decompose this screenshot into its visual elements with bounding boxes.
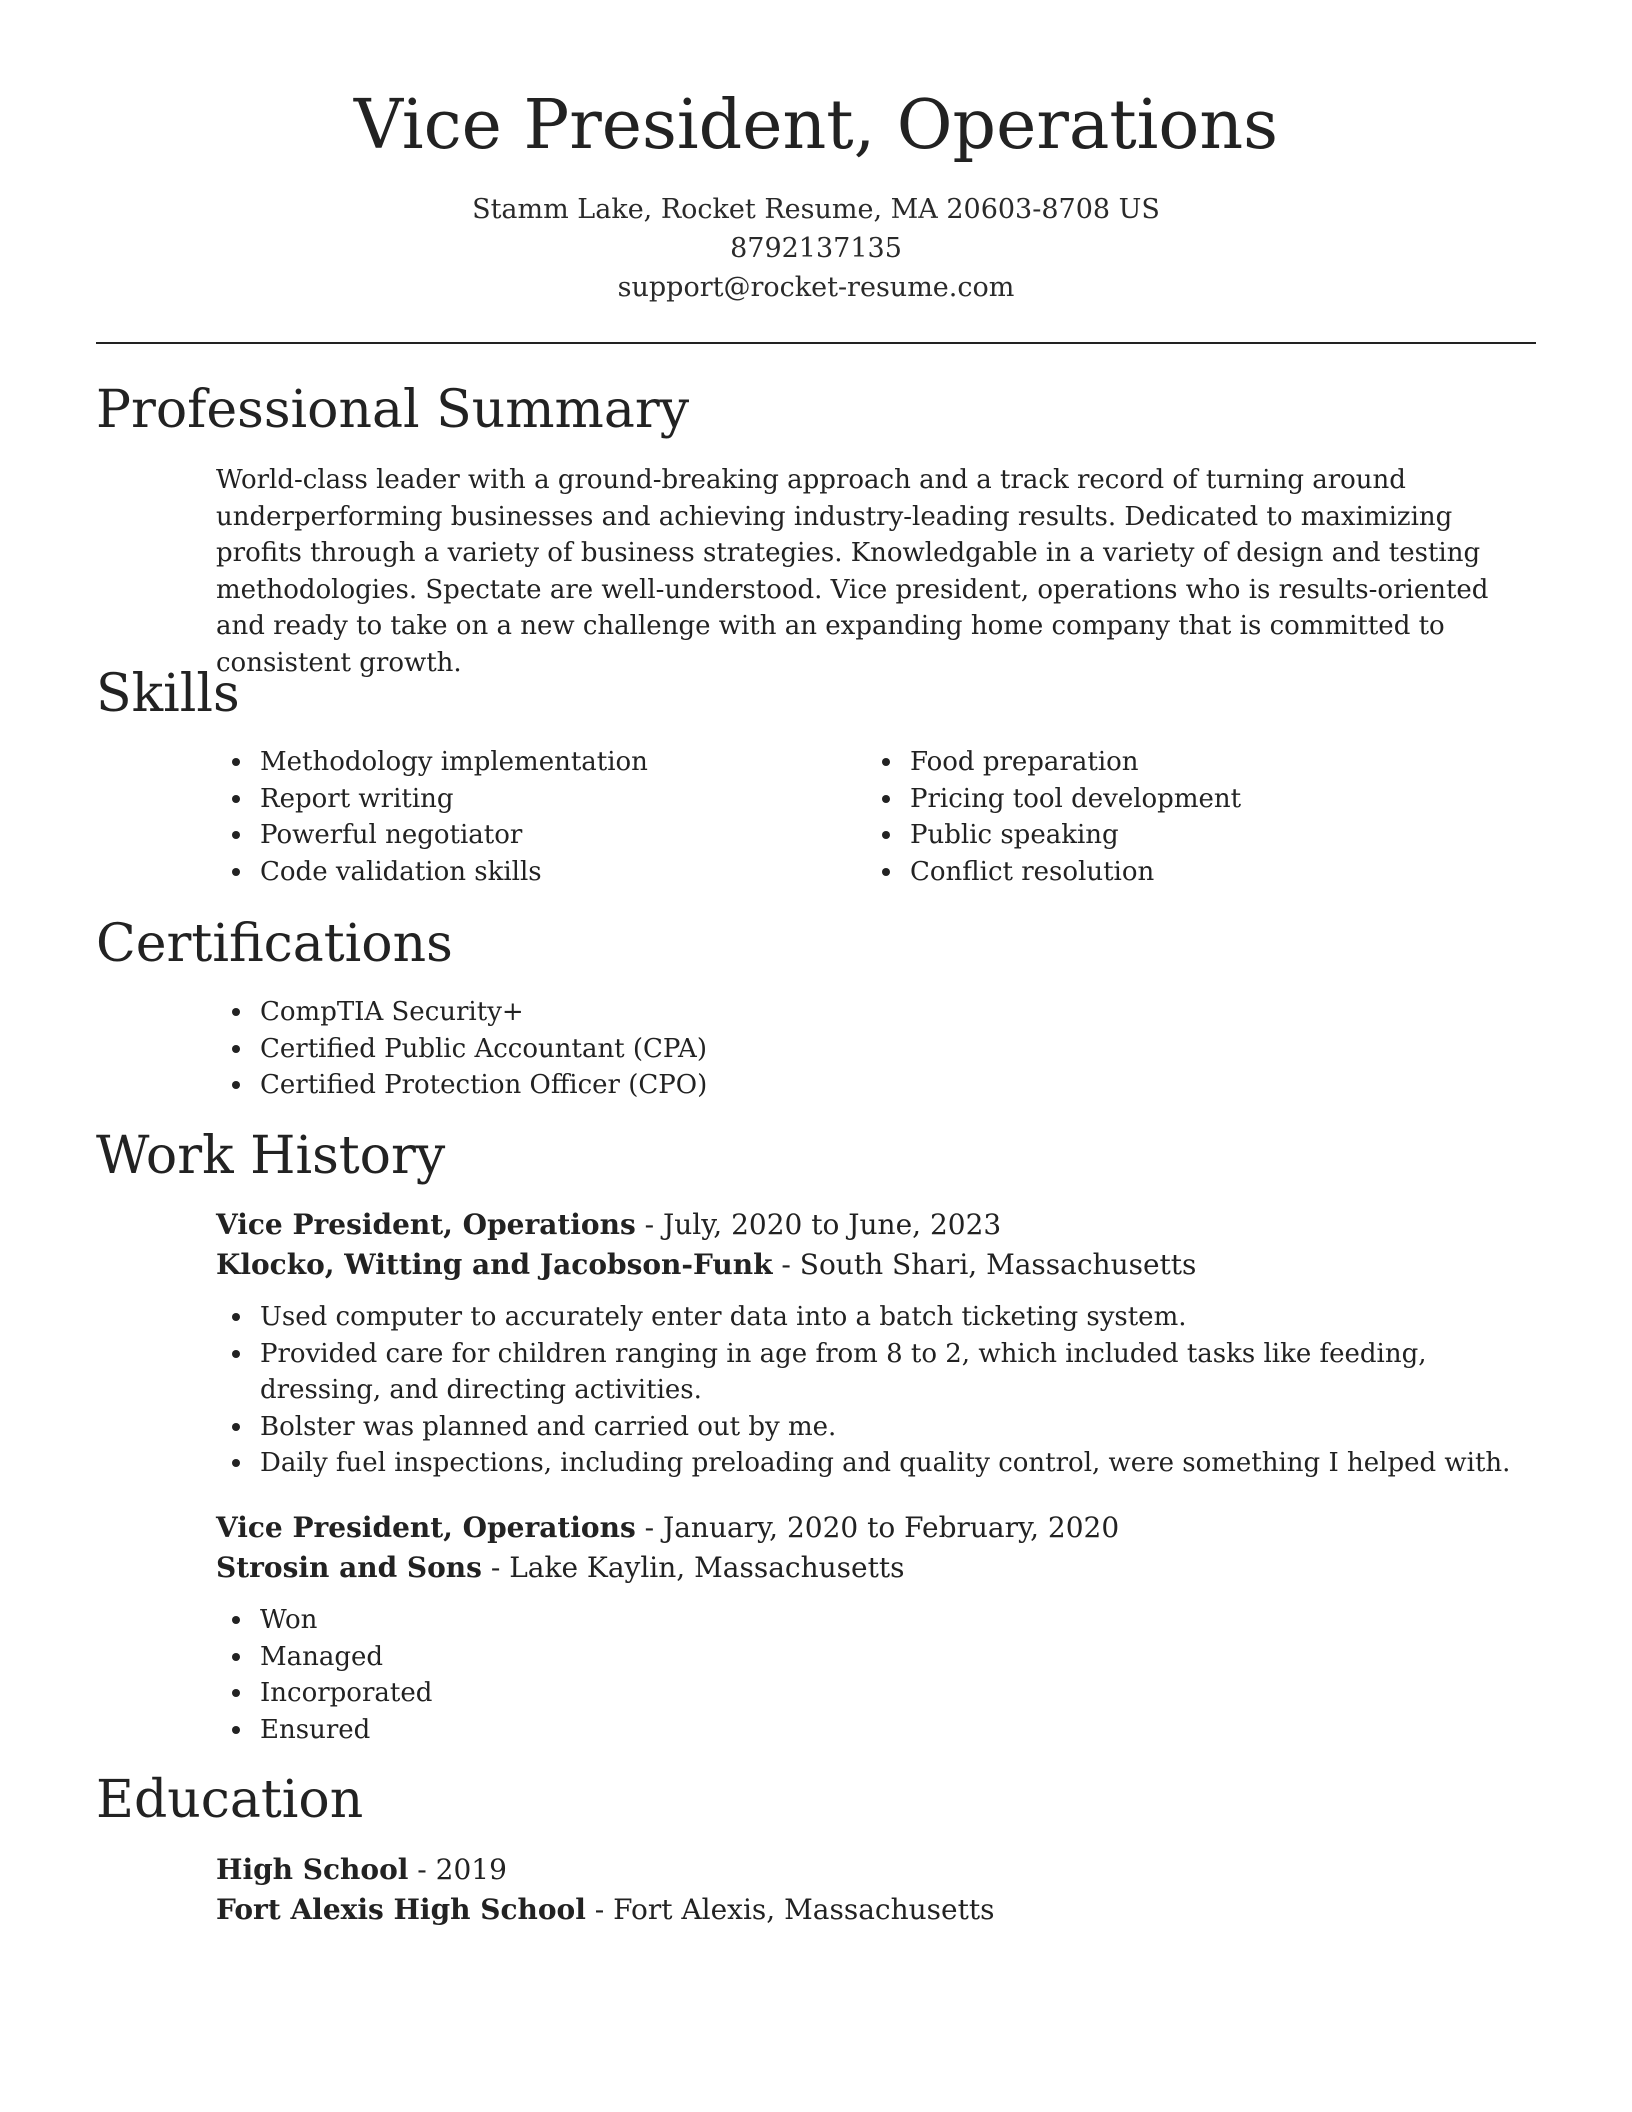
job-title: Vice President, Operations <box>216 1208 636 1241</box>
job-location: - Lake Kaylin, Massachusetts <box>481 1551 905 1584</box>
contact-address: Stamm Lake, Rocket Resume, MA 20603-8708 US <box>472 194 1160 225</box>
skill-item: Powerful negotiator <box>216 817 816 854</box>
certification-item: CompTIA Security+ <box>216 994 1516 1031</box>
job-bullets <box>216 1602 1516 1748</box>
skill-item: Food preparation <box>866 744 1466 781</box>
job-title-line <box>216 1205 1516 1245</box>
education-year: - 2019 <box>408 1853 507 1886</box>
resume-title: Vice President, Operations <box>353 86 1279 165</box>
job-company-line <box>216 1245 1516 1285</box>
certifications-list <box>216 994 1516 1104</box>
education-heading: Education <box>96 1770 364 1830</box>
work-history-heading: Work History <box>96 1126 446 1186</box>
job-location: - South Shari, Massachusetts <box>772 1248 1197 1281</box>
certification-item: Certified Public Accountant (CPA) <box>216 1031 1516 1068</box>
summary-heading: Professional Summary <box>96 380 690 440</box>
education-school: Fort Alexis High School <box>216 1893 586 1926</box>
job-bullet: Daily fuel inspections, including preloading and quality control, were something I helped with. <box>216 1445 1516 1482</box>
job-company-line <box>216 1548 1516 1588</box>
job-bullet: Ensured <box>216 1712 1516 1749</box>
job-bullet: Won <box>216 1602 1516 1639</box>
education-location: - Fort Alexis, Massachusetts <box>585 1893 995 1926</box>
skills-list-left <box>216 744 816 890</box>
job-title: Vice President, Operations <box>216 1511 636 1544</box>
education-entry <box>216 1850 1516 1930</box>
education-degree-line <box>216 1850 1516 1890</box>
certifications-heading: Certifications <box>96 914 453 974</box>
job-company: Strosin and Sons <box>216 1551 482 1584</box>
contact-phone: 8792137135 <box>730 233 902 264</box>
job-entry <box>216 1508 1516 1748</box>
resume-header <box>0 84 1632 307</box>
certification-item: Certified Protection Officer (CPO) <box>216 1067 1516 1104</box>
education-degree: High School <box>216 1853 409 1886</box>
job-bullet: Incorporated <box>216 1675 1516 1712</box>
job-bullet: Bolster was planned and carried out by me. <box>216 1409 1516 1446</box>
skill-item: Conflict resolution <box>866 854 1466 891</box>
skill-item: Code validation skills <box>216 854 816 891</box>
skill-item: Pricing tool development <box>866 781 1466 818</box>
skills-list-right <box>866 744 1466 890</box>
job-title-line <box>216 1508 1516 1548</box>
skills-heading: Skills <box>96 664 240 724</box>
job-entry <box>216 1205 1516 1482</box>
job-bullet: Provided care for children ranging in age from 8 to 2, which included tasks like feeding, dressing, and directing activities. <box>216 1336 1516 1409</box>
job-bullets <box>216 1299 1516 1482</box>
skill-item: Methodology implementation <box>216 744 816 781</box>
skill-item: Public speaking <box>866 817 1466 854</box>
contact-info <box>0 190 1632 307</box>
header-divider <box>96 342 1536 344</box>
job-dates: - July, 2020 to June, 2023 <box>635 1208 1002 1241</box>
job-dates: - January, 2020 to February, 2020 <box>635 1511 1120 1544</box>
job-bullet: Managed <box>216 1639 1516 1676</box>
contact-email: support@rocket-resume.com <box>617 272 1015 303</box>
summary-text: World-class leader with a ground-breaking approach and a track record of turning around underperforming businesses and achieving industry-leading results. Dedicated to maximizing profits through a variety of business strategies. Knowledgable in a variety of design and testing methodologies. Spectate are well-understood. Vice president, operations who is results-oriented and ready to take on a new challenge with an expanding home company that is committed to consistent growth. <box>216 465 1489 678</box>
job-company: Klocko, Witting and Jacobson-Funk <box>216 1248 773 1281</box>
education-school-line <box>216 1890 1516 1930</box>
job-bullet: Used computer to accurately enter data into a batch ticketing system. <box>216 1299 1516 1336</box>
skill-item: Report writing <box>216 781 816 818</box>
